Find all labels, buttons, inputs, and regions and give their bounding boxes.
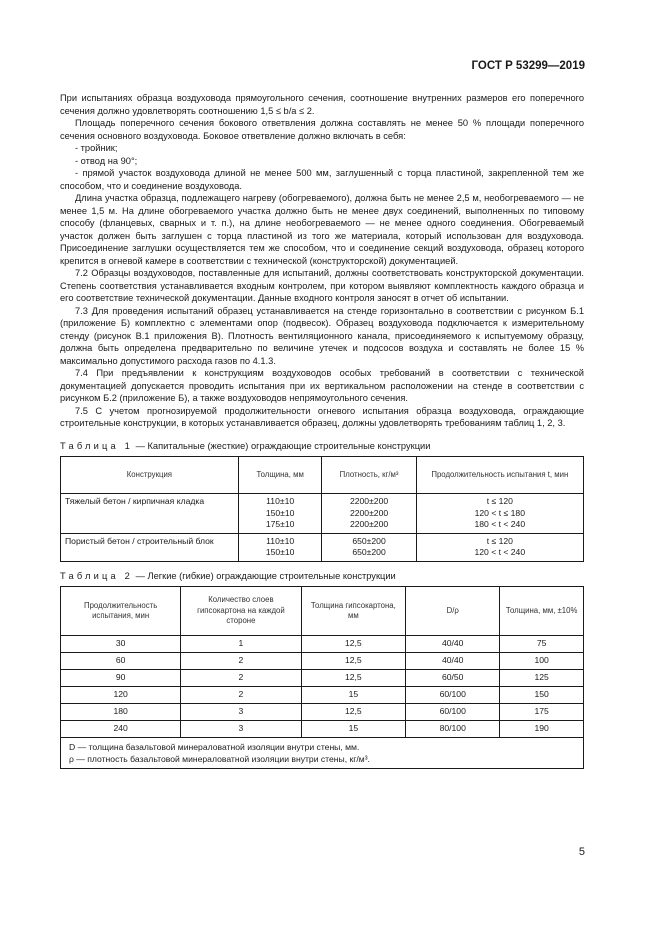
table-cell: 180: [61, 704, 181, 721]
table-cell: 60/100: [406, 704, 500, 721]
cell-line: 2200±200: [349, 496, 389, 506]
page-content: [60, 92, 584, 769]
cell-line: 120 < t ≤ 180: [474, 507, 525, 518]
table-cell: 175: [500, 704, 584, 721]
table-row: [61, 636, 584, 653]
table-cell: 2: [181, 687, 301, 704]
table-cell: 125: [500, 670, 584, 687]
table-cell: [238, 533, 322, 561]
table-cell: 40/40: [406, 653, 500, 670]
table-cell: 2: [181, 670, 301, 687]
table-cell: 30: [61, 636, 181, 653]
table-row: [61, 721, 584, 738]
table-row: [61, 687, 584, 704]
table-cell: 60: [61, 653, 181, 670]
page-number: 5: [578, 846, 585, 858]
table-cell: 15: [301, 721, 406, 738]
cell-line: t ≤ 120: [486, 496, 513, 506]
table2-header-thickness: Толщина, мм, ±10%: [500, 587, 584, 636]
table2-caption-text: — Легкие (гибкие) ограждающие строительные конструкции: [133, 570, 396, 581]
table-cell: 80/100: [406, 721, 500, 738]
table-row: [61, 670, 584, 687]
cell-line: 110±10: [266, 496, 295, 506]
table-cell: 190: [500, 721, 584, 738]
table-cell: 15: [301, 687, 406, 704]
table-row: [61, 653, 584, 670]
table-notes: [61, 738, 584, 769]
table1: [60, 456, 584, 562]
paragraph-7-4: 7.4 При предъявлении к конструкциям воздуховодов особых требований в соответствии с технической документацией допускается проводить испытания при их вертикальном расположении на стенде в соответствии с рисунком Б.2 (приложение Б), а также воздуховодов непрямоугольного сечения.: [60, 368, 584, 403]
table1-caption: [60, 440, 584, 453]
cell-line: 110±10: [266, 535, 295, 546]
table-cell: [322, 494, 416, 534]
cell-line: 120 < t < 240: [474, 547, 526, 557]
table-cell: 120: [61, 687, 181, 704]
table-cell: 2: [181, 653, 301, 670]
table-cell: 3: [181, 704, 301, 721]
cell-line: 650±200: [352, 547, 386, 557]
table1-caption-text: — Капитальные (жесткие) ограждающие строительные конструкции: [133, 440, 431, 451]
table-cell: 3: [181, 721, 301, 738]
paragraph-branch-area: Площадь поперечного сечения бокового ответвления должна составлять не менее 50 % площади поперечного сечения основного воздуховода. Боковое ответвление должно включать в себя:: [60, 118, 584, 141]
paragraph-section-ratio: При испытаниях образца воздуховода прямоугольного сечения, соотношение внутренних размеров его поперечного сечения должно удовлетворять соотношению 1,5 ≤ b/a ≤ 2.: [60, 93, 584, 116]
table-cell: Пористый бетон / строительный блок: [61, 533, 239, 561]
document-id: ГОСТ Р 53299—2019: [471, 60, 585, 72]
table2-caption: [60, 570, 584, 583]
table-cell: 12,5: [301, 636, 406, 653]
table-cell: 90: [61, 670, 181, 687]
table2: [60, 586, 584, 769]
table-cell: 1: [181, 636, 301, 653]
table-cell: 60/100: [406, 687, 500, 704]
table-cell: 60/50: [406, 670, 500, 687]
paragraph-7-2: 7.2 Образцы воздуховодов, поставленные для испытаний, должны соответствовать конструкторской документации. Степень соответствия устанавливается входным контролем, при котором выявляют комплектность каждого образца и его соответствие технической документации. Данные входного контроля заносят в отчет об испытании.: [60, 268, 584, 303]
cell-line: 150±10: [265, 507, 295, 518]
cell-line: 2200±200: [349, 507, 389, 518]
table-cell: 12,5: [301, 653, 406, 670]
paragraph-7-5: 7.5 С учетом прогнозируемой продолжительности огневого испытания образца воздуховода, ограждающие строительные конструкции, в которых устанавливается образец, должны удовлетворять требованиям таблиц 1, 2, 3.: [60, 405, 584, 428]
table-notes-row: [61, 738, 584, 769]
paragraph-sample-length: Длина участка образца, подлежащего нагреву (обогреваемого), должна быть не менее 2,5 м, необогреваемого — не менее 1,5 м. На длине обогреваемого участка должно быть не менее двух соединений, выполненных по типовому способу (фланцевых, сварных и т. п.), на длине необогреваемого — не менее одного соединения. Обогреваемый участок должен быть заглушен с торца пластиной из того же материала, который использован для воздуховода. Присоединение заглушки осуществляется тем же способом, что и соединение секций воздуховода, образец которого крепится в огневой камере в соответствии с технической (конструкторской) документацией.: [60, 193, 584, 266]
table-cell: [416, 533, 583, 561]
table2-caption-label: Таблица 2: [60, 570, 134, 581]
table-cell: Тяжелый бетон / кирпичная кладка: [61, 494, 239, 534]
table-cell: 150: [500, 687, 584, 704]
table1-header-density: Плотность, кг/м³: [322, 457, 416, 494]
cell-line: 650±200: [352, 535, 386, 546]
table1-header-duration: Продолжительность испытания t, мин: [416, 457, 583, 494]
table-cell: 75: [500, 636, 584, 653]
table2-header-board-thickness: Толщина гипсокартона, мм: [301, 587, 406, 636]
table2-header-d-rho: D/ρ: [406, 587, 500, 636]
table-row: [61, 494, 584, 534]
cell-line: t ≤ 120: [486, 535, 513, 546]
list-item-bend: - отвод на 90°;: [75, 155, 138, 166]
note-rho: ρ — плотность базальтовой минераловатной изоляции внутри стены, кг/м³.: [69, 754, 370, 764]
table-cell: 12,5: [301, 670, 406, 687]
table-cell: 240: [61, 721, 181, 738]
table-row: [61, 704, 584, 721]
table-cell: 40/40: [406, 636, 500, 653]
table-row: [61, 533, 584, 561]
table2-header-duration: Продолжительность испытания, мин: [61, 587, 181, 636]
list-item-tee: - тройник;: [75, 143, 118, 153]
table1-header-construction: Конструкция: [61, 457, 239, 494]
cell-line: 2200±200: [349, 519, 389, 529]
cell-line: 175±10: [265, 519, 295, 529]
table-cell: [416, 494, 583, 534]
cell-line: 180 < t < 240: [474, 519, 526, 529]
cell-line: 150±10: [265, 547, 295, 557]
note-d: D — толщина базальтовой минераловатной изоляции внутри стены, мм.: [69, 742, 360, 752]
table-cell: 100: [500, 653, 584, 670]
table2-header-layers: Количество слоев гипсокартона на каждой стороне: [181, 587, 301, 636]
table-cell: 12,5: [301, 704, 406, 721]
list-item-straight-section: - прямой участок воздуховода длиной не менее 500 мм, заглушенный с торца пластиной, закрепленной тем же способом, что и соединение воздуховода.: [60, 168, 584, 191]
table-cell: [322, 533, 416, 561]
table-cell: [238, 494, 322, 534]
paragraph-7-3: 7.3 Для проведения испытаний образец устанавливается на стенде горизонтально в соответствии с рисунком Б.1 (приложение Б) комплектно с элементами опор (подвесок). Образец воздуховода подключается к измерительному стенду (рисунок В.1 приложения В). Плотность вентиляционного канала, присоединяемого к испытуемому образцу, должна быть определена предварительно по величине утечек и подсосов воздуха и составлять не более 15 % максимально допустимого расхода газов по 4.1.3.: [60, 305, 584, 366]
table1-caption-label: Таблица 1: [60, 440, 134, 451]
table1-header-thickness: Толщина, мм: [238, 457, 322, 494]
